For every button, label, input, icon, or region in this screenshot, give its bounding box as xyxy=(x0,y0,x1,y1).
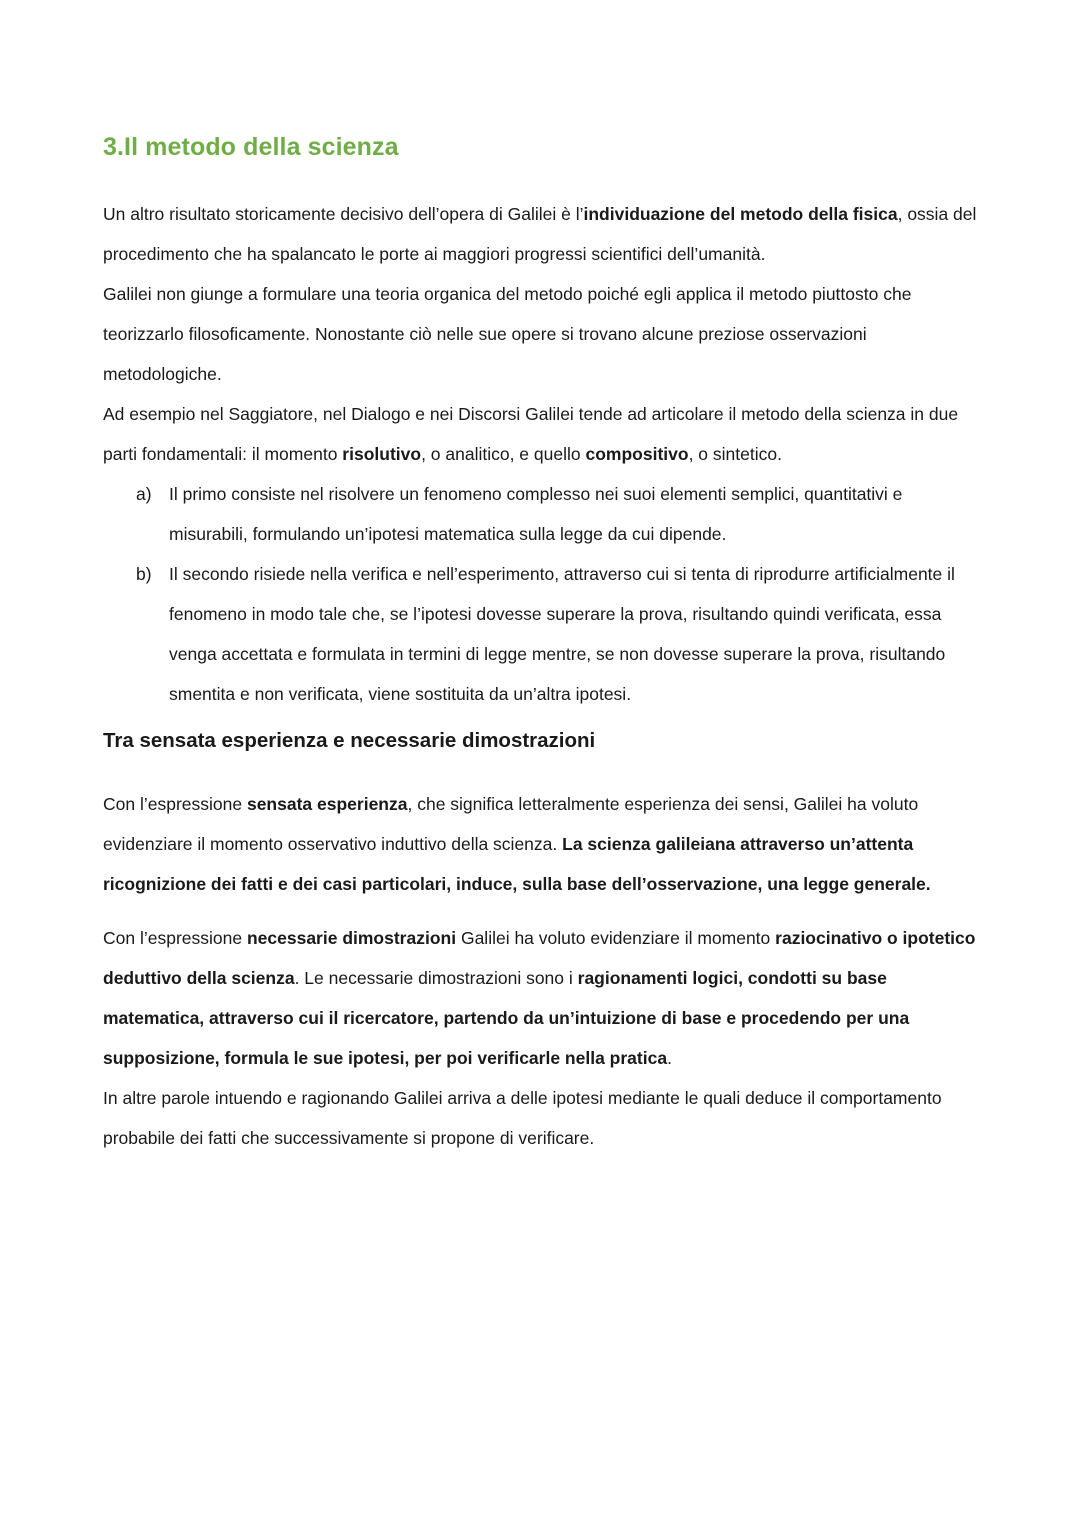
bold-text-run: individuazione del metodo della fisica xyxy=(583,204,898,224)
list-item xyxy=(103,474,983,554)
bold-text-run: risolutivo xyxy=(342,444,422,464)
text-run: . Le necessarie dimostrazioni sono i xyxy=(294,968,578,988)
document-page xyxy=(103,128,983,1158)
bold-text-run: La scienza galileiana attraverso un’attenta ricognizione dei fatti e dei casi particolari, induce, sulla base dell’osservazione, una legge generale. xyxy=(103,834,931,894)
text-run: , che significa letteralmente esperienza dei sensi, Galilei ha voluto evidenziare il momento osservativo induttivo della scienza. xyxy=(103,794,919,854)
section-paragraph-1 xyxy=(103,194,983,274)
subsection-paragraph-3: In altre parole intuendo e ragionando Galilei arriva a delle ipotesi mediante le quali deduce il comportamento probabile dei fatti che successivamente si propone di verificare. xyxy=(103,1088,942,1148)
text-run: , o sintetico. xyxy=(688,444,782,464)
list-marker: a) xyxy=(136,484,152,504)
bold-text-run: raziocinativo o ipotetico deduttivo della scienza xyxy=(103,928,976,988)
list-item-text: Il primo consiste nel risolvere un fenomeno complesso nei suoi elementi semplici, quantitativi e misurabili, formulando un’ipotesi matematica sulla legge da cui dipende. xyxy=(169,484,903,544)
section-paragraph-2: Galilei non giunge a formulare una teoria organica del metodo poiché egli applica il metodo piuttosto che teorizzarlo filosoficamente. Nonostante ciò nelle sue opere si trovano alcune preziose osservazioni metodologiche. xyxy=(103,284,912,384)
text-run: Un altro risultato storicamente decisivo dell’opera di Galilei è l’ xyxy=(103,204,584,224)
list-item xyxy=(103,554,983,714)
text-run: Con l’espressione xyxy=(103,928,247,948)
subsection-paragraph-1 xyxy=(103,784,983,904)
text-run: Galilei ha voluto evidenziare il momento xyxy=(456,928,776,948)
bold-text-run: necessarie dimostrazioni xyxy=(246,928,457,948)
list-item-text: Il secondo risiede nella verifica e nell’esperimento, attraverso cui si tenta di riprodurre artificialmente il fenomeno in modo tale che, se l’ipotesi dovesse superare la prova, risultando quindi verificata, essa venga accettata e formulata in termini di legge mentre, se non dovesse superare la prova, risultando smentita e non verificata, viene sostituita da un’altra ipotesi. xyxy=(169,564,955,704)
section-title: 3.Il metodo della scienza xyxy=(103,133,399,161)
text-run: , ossia del procedimento che ha spalancato le porte ai maggiori progressi scientifici dell’umanità. xyxy=(103,204,977,264)
text-run: . xyxy=(667,1048,672,1068)
text-run: , o analitico, e quello xyxy=(421,444,586,464)
subsection-title: Tra sensata esperienza e necessarie dimostrazioni xyxy=(103,729,596,752)
method-parts-list xyxy=(103,474,983,714)
bold-text-run: compositivo xyxy=(585,444,689,464)
section-paragraph-3 xyxy=(103,394,983,474)
bold-text-run: sensata esperienza xyxy=(246,794,408,814)
text-run: Con l’espressione xyxy=(103,794,247,814)
text-run: Ad esempio nel Saggiatore, nel Dialogo e nei Discorsi Galilei tende ad articolare il metodo della scienza in due parti fondamentali: il momento xyxy=(103,404,959,464)
bold-text-run: ragionamenti logici, condotti su base matematica, attraverso cui il ricercatore, partendo da un’intuizione di base e procedendo per una supposizione, formula le sue ipotesi, per poi verificarle nella pratica xyxy=(103,968,910,1068)
subsection-paragraph-2 xyxy=(103,918,983,1078)
list-marker: b) xyxy=(136,564,152,584)
